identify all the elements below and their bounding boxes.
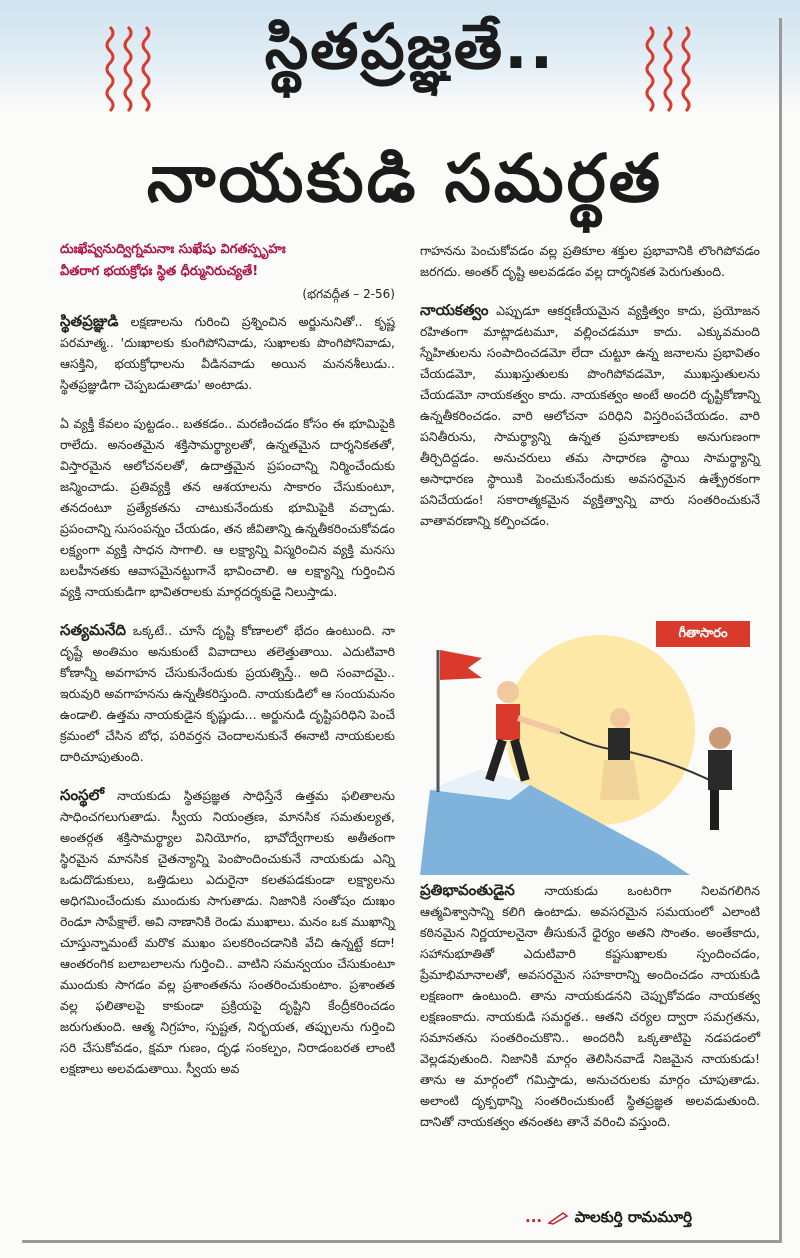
paragraph-talented-leader: [420, 880, 760, 1132]
flag-icon: [440, 650, 482, 680]
paragraph-text: లక్షణాలను గురించి ప్రశ్నించిన అర్జునునితో.. కృష్ణ పరమాత్మ.. 'దుఃఖాలకు కుంగిపోనివాడు, సుఖాలకు పొంగిపోనివాడు, ఆసక్తిని, భయక్రోధాలను వీడినవాడు అయిన మననశీలుడు.. స్థితప్రజ్ఞుడిగా చెప్పబడుతాడు' అంటాడు.: [60, 314, 395, 392]
leader-head: [497, 681, 519, 703]
follower-2-leg: [710, 790, 719, 830]
leadership-illustration: [420, 620, 760, 875]
paragraph-leadership: [420, 300, 760, 531]
follower-2-head: [709, 727, 731, 749]
paragraph-truth: [60, 620, 395, 767]
right-column-top: [420, 240, 760, 549]
verse-reference: (భగవద్గీత – 2-56): [302, 287, 395, 301]
verse-line-1: దుఃఖేష్వనుద్విగ్నమనాః సుఖేషు విగతస్పృహః: [60, 242, 286, 257]
paragraph-text: నాయకుడు స్థితప్రజ్ఞత సాధిస్తేనే ఉత్తమ ఫలితాలను సాధించగలుగుతాడు. స్వీయ నియంత్రణ, మానసిక సమతుల్యత, అంతర్గత శక్తిసామర్థ్యాల వినియోగం, భావోద్వేగాలకు అతీతంగా స్థిరమైన మానసిక చైతన్యాన్ని పెంపొందించుకునే నాయకుడు ఎన్ని ఒడుదొడుకులు, ఒత్తిడులు ఎదురైనా కలతపడకుండా లక్ష్యాలను అధిగమించేందుకు ముందుకు సాగుతాడు. నిజానికి సంతోషం దుఃఖం రెండూ సాపేక్షాలే. అవి నాణానికి రెండు ముఖాలు. మనం ఒక ముఖాన్ని చూస్తున్నామంటే మరొక ముఖం పలకరించడానికి వేచి ఉన్నట్టే కదా! ఆంతరంగిక బలాబలాలను గుర్తించి.. వాటిని సమన్వయం చేసుకుంటూ ముందుకు సాగడం వల్ల ప్రశాంతతను సంతరించుకుంటాం. ప్రశాంతత వల్ల ఫలితాలపై కాకుండా ప్రక్రియపై దృష్టిని కేంద్రీకరించడం జరుగుతుంది. ఆత్మ నిగ్రహం, స్పష్టత, నిర్భయత, తప్పులను గుర్తించి సరి చేసుకోవడం, క్షమా గుణం, దృఢ సంకల్పం, నిరాడంబరత లాంటి లక్షణాలు అలవడుతాయి. స్వీయ అవ: [60, 788, 395, 1076]
paragraph-lead: సత్యమనేది: [60, 621, 126, 639]
paragraph-text: నాయకుడు ఒంటరిగా నిలవగలిగిన ఆత్మవిశ్వాసాన్ని కలిగి ఉంటాడు. అవసరమైన సమయంలో ఎలాంటి కఠినమైన నిర్ణయాలనైనా తీసుకునే ధైర్యం అతని సొంతం. అంతేకాదు, సహానుభూతితో ఎదుటివారి కష్టసుఖాలకు స్పందించడం, ప్రేమాభిమానాలతో, అవసరమైన సహకారాన్ని అందించడం నాయకుడి లక్షణంగా ఉంటుంది. తాను నాయకుడనని చెప్పుకోవడం నాయకత్వ లక్షణంకాదు. నాయకుడి సమర్థత.. ఆతని చర్యల ద్వారా సమగ్రతను, సమానతను సంతరించుకొని.. అందరినీ ఒక్కతాటిపై నడపడంలో వెల్లడవుతుంది. నిజానికి మార్గం తెలిసినవాడే నిజమైన నాయకుడు! తాను ఆ మార్గంలో గమిస్తాడు, అనుచరులకు మార్గం చూపుతాడు. అలాంటి దృక్పథాన్ని సంతరించుకుంటే స్థితప్రజ్ఞత అలవడుతుంది. దానితో నాయకత్వం తనంతట తానే వరించి వస్తుంది.: [420, 883, 760, 1129]
right-column-bottom: [420, 880, 760, 1150]
follower-1-skirt: [600, 760, 640, 800]
author-byline: [525, 1208, 765, 1230]
paragraph-lead: నాయకత్వం: [420, 301, 489, 319]
headline-line-2: నాయకుడి సమర్థత: [146, 140, 664, 217]
left-column: [60, 240, 395, 1097]
follower-2-body: [708, 750, 732, 790]
paragraph-continuation: [420, 240, 760, 282]
paragraph-purpose: [60, 413, 395, 602]
paragraph-sthitaprajna: [60, 311, 395, 395]
paragraph-lead: సంస్థలో: [60, 786, 105, 804]
author-dots: ...: [525, 1208, 543, 1226]
paragraph-lead: ప్రతిభావంతుడైన: [420, 881, 515, 899]
follower-1-body: [608, 728, 630, 760]
paragraph-text: గాహనను పెంచుకోవడం వల్ల ప్రతికూల శక్తుల ప్రభావానికి లొంగిపోవడం జరగదు. అంతర్ దృష్టి అలవడడం వల్ల దార్శనికత పెరుగుతుంది.: [420, 243, 760, 279]
follower-1-head: [610, 708, 630, 728]
paragraph-organization: [60, 785, 395, 1079]
verse-line-2: వీతరాగ భయక్రోధః స్థిత ధీర్మునిరుచ్యతే!: [60, 264, 259, 279]
author-name: పాలకుర్తి రామమూర్తి: [574, 1208, 693, 1226]
headline-line-1: స్థితప్రజ్ఞతే..: [264, 10, 556, 83]
gitasaram-label: గీతాసారం: [656, 621, 750, 647]
pen-icon: [547, 1211, 569, 1225]
paragraph-text: ఎప్పుడూ ఆకర్షణీయమైన వ్యక్తిత్వం కాదు, ప్రయోజన రహితంగా మాట్లాడటమూ, వల్లించడమూ కాదు. ఎక్కువమంది స్నేహితులను సంపాదించడమో లేదా చుట్టూ ఉన్న జనాలను ప్రభావితం చేయడమో, ముఖస్తుతులకు పొంగిపోవడమో, ముఖస్తుతులను చేయడమో నాయకత్వం కాదు. నాయకత్వం అంటే అందరి దృష్టికోణాన్ని ఉన్నతీకరించడం. వారి ఆలోచనా పరిధిని విస్తరింపచేయడం. వారి పనితీరును, సామర్థ్యాన్ని ఉన్నత ప్రమాణాలకు అనుగుణంగా తీర్చిదిద్దడం. అనుచరులు తమ సాధారణ స్థాయి సామర్థ్యాన్ని అసాధారణ స్థాయికి పెంచుకునేందుకు అవసరమైన ఉత్ప్రేరకంగా పనిచేయడం! సకారాత్మకమైన వ్యక్తిత్వాన్ని వారు సంతరించుకునే వాతావరణాన్ని కల్పించడం.: [420, 303, 760, 528]
paragraph-text: ఒక్కటే.. చూసే దృష్టి కోణాలలో భేదం ఉంటుంది. నా దృష్టే అంతిమం అనుకుంటే వివాదాలు తలెత్తుతాయి. ఎదుటివారి కోణాన్నీ అవగాహన చేసుకునేందుకు ప్రయత్నిస్తే.. అది సంవాదమై.. ఇరువురి అవగాహనను ఉన్నతీకరిస్తుంది. నాయకుడిలో ఆ సంయమనం ఉండాలి. ఉత్తమ నాయకుడైన కృష్ణుడు... అర్జునుడి దృష్టిపరిధిని పెంచే క్రమంలో చేసిన బోధ, పరివర్తన చెందాలనుకునే ఈనాటి నాయకులకు దారిచూపుతుంది.: [60, 623, 395, 764]
leader-body: [496, 704, 520, 740]
paragraph-lead: స్థితప్రజ్ఞుడి: [60, 312, 119, 330]
paragraph-text: ఏ వ్యక్తీ కేవలం పుట్టడం.. బతకడం.. మరణించడం కోసం ఈ భూమిపైకి రాలేదు. అనంతమైన శక్తిసామర్థ్యాలతో, ఉన్నతమైన దార్శనికతతో, విస్తారమైన ఆలోచనలతో, ఉదాత్తమైన ప్రపంచాన్ని నిర్మించేందుకు జన్మించాడు. ప్రతివ్యక్తి తన ఆశయాలను సాకారం చేసుకుంటూ, తనదంటూ ప్రత్యేకతను చాటుకునేందుకు భూమిపైకి వచ్చాడు. ప్రపంచాన్ని సుసంపన్నం చేయడం, తన జీవితాన్ని ఉన్నతీకరించుకోవడం లక్ష్యంగా వ్యక్తి సాధన సాగాలి. ఆ లక్ష్యాన్ని విస్మరించిన వ్యక్తి మనసు బలహీనతకు ఆవాసమైనట్టుగానే భావించాలి. ఆ లక్ష్యాన్ని గుర్తించిన వ్యక్తి నాయకుడిగా భావితరాలకు మార్గదర్శకుడై నిలుస్తాడు.: [60, 416, 395, 599]
